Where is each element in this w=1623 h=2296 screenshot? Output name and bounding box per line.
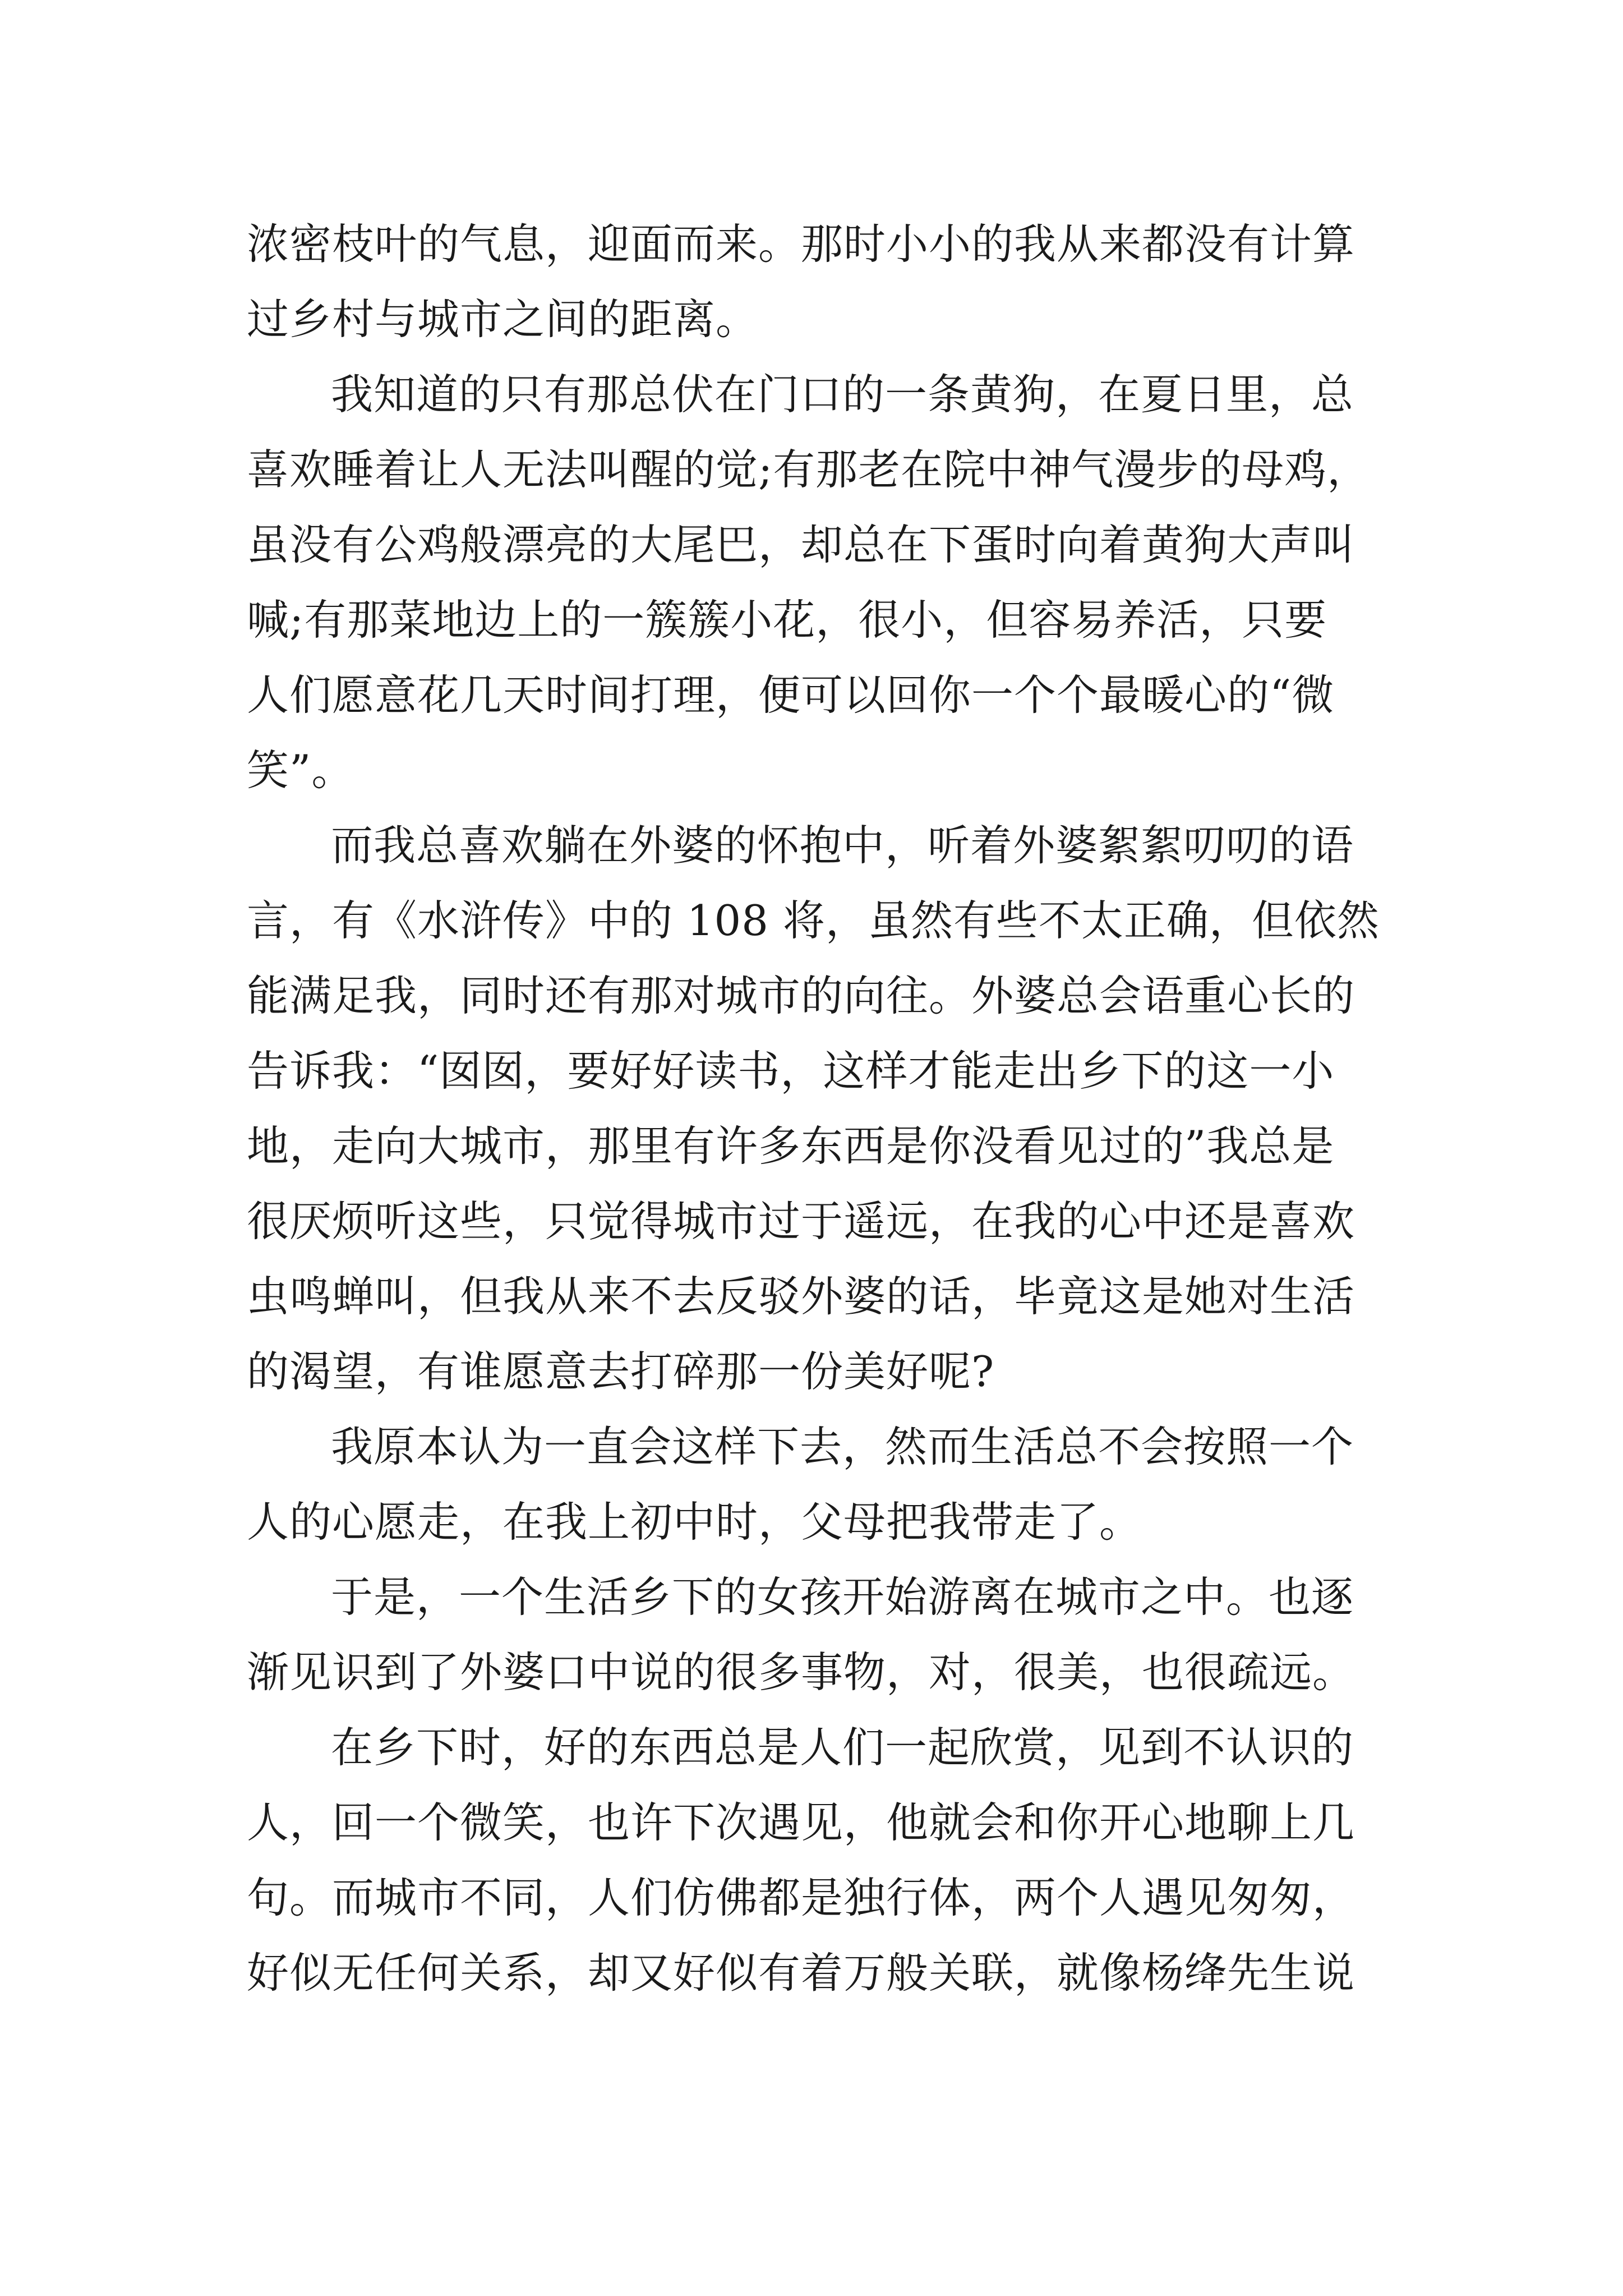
document-body [247, 206, 1385, 2010]
paragraph-3: 而我总喜欢躺在外婆的怀抱中，听着外婆絮絮叨叨的语 言，有《水浒传》中的 108 将，虽然有些不太正确，但依然 能满足我，同时还有那对城市的向往。外婆总会语重心长的 告诉我：“囡囡，要好好读书，这样才能走出乡下的这一小 地，走向大城市，那里有许多东西是你没看见过的”我总是 很厌烦听这些，只觉得城市过于遥远，在我的心中还是喜欢 虫鸣蝉叫，但我从来不去反驳外婆的话，毕竟这是她对生活 的渴望，有谁愿意去打碎那一份美好呢? [247, 821, 1380, 1396]
paragraph-1: 浓密枝叶的气息，迎面而来。那时小小的我从来都没有计算 过乡村与城市之间的距离。 [247, 219, 1355, 344]
paragraph-2: 我知道的只有那总伏在门口的一条黄狗，在夏日里，总 喜欢睡着让人无法叫醒的觉;有那老在院中神气漫步的母鸡， 虽没有公鸡般漂亮的大尾巴，却总在下蛋时向着黄狗大声叫 喊;有那菜地边上的一簇簇小花，很小，但容易养活，只要 人们愿意花几天时间打理，便可以回你一个个最暖心的“微 笑”。 [247, 370, 1370, 795]
paragraph-6: 在乡下时，好的东西总是人们一起欣赏，见到不认识的 人，回一个微笑，也许下次遇见，他就会和你开心地聊上几 句。而城市不同，人们仿佛都是独行体，两个人遇见匆匆， 好似无任何关系，却又好似有着万般关联，就像杨绛先生说 [247, 1723, 1355, 1998]
paragraph-5: 于是，一个生活乡下的女孩开始游离在城市之中。也逐 渐见识到了外婆口中说的很多事物，对，很美，也很疏远。 [247, 1572, 1355, 1697]
paragraph-4: 我原本认为一直会这样下去，然而生活总不会按照一个 人的心愿走，在我上初中时，父母把我带走了。 [247, 1422, 1354, 1547]
